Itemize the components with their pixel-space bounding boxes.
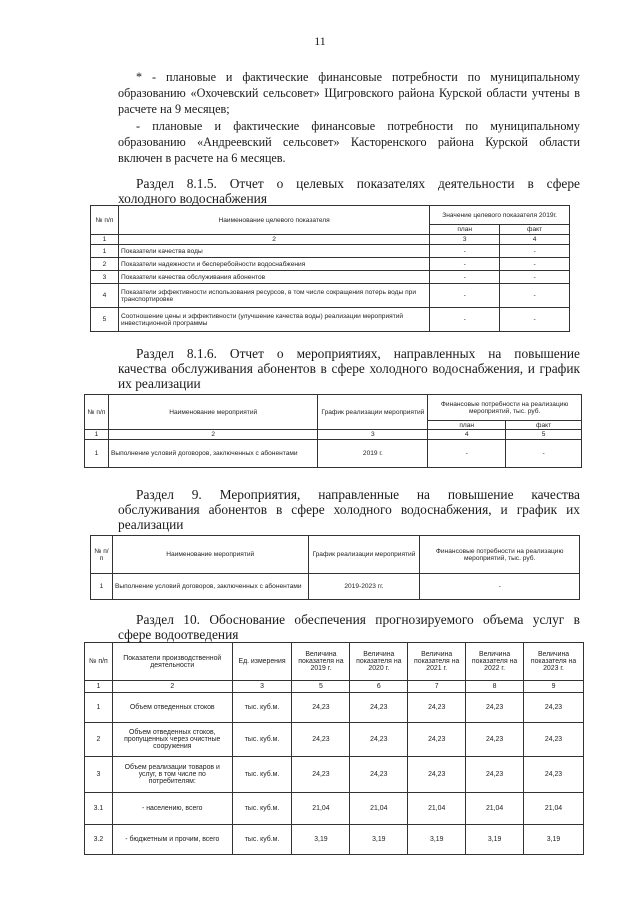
indicator-name: Объем отведенных стоков, пропущенных через очистные сооружения [112,723,232,757]
service-measures-report-table [84,394,582,468]
col-indicator-name-header: Наименование целевого показателя [118,206,429,235]
col-unit-header: Ед. измерения [232,643,292,681]
plan-value: - [428,440,506,468]
heading-line: Раздел 8.1.6. Отчет о мероприятиях, направленных на повышение [136,346,580,361]
index-cell: 8 [466,681,524,693]
row-number: 3.1 [85,793,113,825]
plan-value: - [430,245,500,258]
col-fact-header: факт [506,421,582,430]
indicator-name: Показатели качества воды [118,245,429,258]
heading-line: качества обслуживания абонентов в сфере холодного водоснабжения, и график [118,361,580,376]
target-indicators-table [90,205,570,332]
indicator-name: Объем реализации товаров и услуг, в том числе по потребителям: [112,757,232,793]
row-number: 3.2 [85,825,113,855]
note-2-line-3: включен в расчете на 6 месяцев. [118,151,286,165]
heading-line: Раздел 10. Обоснование обеспечения прогнозируемого объема услуг в [136,612,580,627]
value-2020: 24,23 [350,693,408,723]
indicator-name: Объем отведенных стоков [112,693,232,723]
heading-line: сфере водоотведения [118,627,239,642]
value-2021: 24,23 [408,723,466,757]
col-number-header: № п/п [91,206,119,235]
note-1-line-1: * - плановые и фактические финансовые потребности по муниципальному [136,70,580,84]
table-row [85,693,584,723]
index-cell: 9 [524,681,584,693]
measure-name: Выполнение условий договоров, заключенных с абонентами [112,574,308,600]
heading-line: холодного водоснабжения [118,191,267,206]
table-row [91,284,570,308]
note-2-line-1: - плановые и фактические финансовые потребности по муниципальному [136,119,580,133]
index-cell: 1 [85,681,113,693]
col-2023-header: Величина показателя на 2023 г. [524,643,584,681]
col-finance-header: Финансовые потребности на реализацию мероприятий, тыс. руб. [428,395,582,421]
value-2022: 24,23 [466,757,524,793]
table-row [85,793,584,825]
note-1-line-2: образованию «Охочевский сельсовет» Щигровского района Курской области учтены в [118,86,580,100]
section-8-1-6-heading [118,346,580,391]
value-2019: 24,23 [292,757,350,793]
row-number: 2 [85,723,113,757]
plan-value: - [430,271,500,284]
indicator-name: - бюджетным и прочим, всего [112,825,232,855]
index-cell: 5 [292,681,350,693]
value-2019: 21,04 [292,793,350,825]
value-2023: 24,23 [524,723,584,757]
value-2021: 24,23 [408,757,466,793]
unit-value: тыс. куб.м. [232,793,292,825]
col-measure-name-header: Наименование мероприятий [108,395,318,430]
note-paragraph-2 [118,118,580,166]
index-cell: 4 [500,235,570,245]
indicator-name: Показатели эффективности использования ресурсов, в том числе сокращения потерь воды при транспортировке [118,284,429,308]
index-cell: 3 [318,430,428,440]
table-row [91,245,570,258]
schedule-value: 2019 г. [318,440,428,468]
col-2021-header: Величина показателя на 2021 г. [408,643,466,681]
fact-value: - [500,284,570,308]
index-cell: 1 [85,430,109,440]
section-9-heading [118,487,580,532]
index-cell: 3 [232,681,292,693]
col-number-header: № п/п [85,643,113,681]
finance-value: - [420,574,580,600]
index-cell: 2 [112,681,232,693]
row-number: 3 [91,271,119,284]
col-number-header: № п/п [91,536,113,574]
section-10-heading [118,612,580,642]
page-number: 11 [314,34,326,48]
col-indicator-header: Показатели производственной деятельности [112,643,232,681]
col-2020-header: Величина показателя на 2020 г. [350,643,408,681]
col-plan-header: план [430,225,500,235]
index-cell: 7 [408,681,466,693]
indicator-name: Соотношение цены и эффективности (улучшение качества воды) реализации мероприятий инвестиционной программы [118,308,429,332]
row-number: 4 [91,284,119,308]
table-index-row [85,430,582,440]
fact-value: - [500,245,570,258]
table-row [91,258,570,271]
row-number: 1 [91,245,119,258]
value-2022: 24,23 [466,723,524,757]
row-number: 1 [85,693,113,723]
table-index-row [91,235,570,245]
unit-value: тыс. куб.м. [232,693,292,723]
col-number-header: № п/п [85,395,109,430]
value-2020: 24,23 [350,723,408,757]
row-number: 1 [91,574,113,600]
col-measure-name-header: Наименование мероприятий [112,536,308,574]
index-cell: 2 [108,430,318,440]
heading-line: Раздел 8.1.5. Отчет о целевых показателях деятельности в сфере [136,176,580,191]
value-2022: 3,19 [466,825,524,855]
table-row [85,757,584,793]
value-2020: 3,19 [350,825,408,855]
index-cell: 1 [91,235,119,245]
value-2023: 24,23 [524,693,584,723]
fact-value: - [500,258,570,271]
index-cell: 5 [506,430,582,440]
value-2023: 24,23 [524,757,584,793]
value-2020: 24,23 [350,757,408,793]
value-2021: 21,04 [408,793,466,825]
indicator-name: Показатели качества обслуживания абонентов [118,271,429,284]
row-number: 1 [85,440,109,468]
schedule-value: 2019-2023 гг. [308,574,420,600]
wastewater-forecast-table [84,642,584,855]
indicator-name: - населению, всего [112,793,232,825]
fact-value: - [500,271,570,284]
value-2023: 21,04 [524,793,584,825]
note-1-line-3: расчете на 9 месяцев; [118,102,230,116]
col-plan-header: план [428,421,506,430]
heading-line: их реализации [118,376,201,391]
heading-line: Раздел 9. Мероприятия, направленные на повышение качества [136,487,580,502]
col-schedule-header: График реализации мероприятий [308,536,420,574]
col-value-header: Значение целевого показателя 2019г. [430,206,570,225]
measure-name: Выполнение условий договоров, заключенных с абонентами [108,440,318,468]
value-2022: 24,23 [466,693,524,723]
table-row [85,440,582,468]
value-2019: 3,19 [292,825,350,855]
table-row [91,271,570,284]
value-2019: 24,23 [292,723,350,757]
value-2021: 24,23 [408,693,466,723]
row-number: 5 [91,308,119,332]
value-2022: 21,04 [466,793,524,825]
value-2019: 24,23 [292,693,350,723]
col-2022-header: Величина показателя на 2022 г. [466,643,524,681]
col-finance-header: Финансовые потребности на реализацию мероприятий, тыс. руб. [420,536,580,574]
table-row [91,574,580,600]
row-number: 3 [85,757,113,793]
plan-value: - [430,284,500,308]
table-index-row [85,681,584,693]
value-2020: 21,04 [350,793,408,825]
heading-line: реализации [118,517,184,532]
unit-value: тыс. куб.м. [232,723,292,757]
note-2-line-2: образованию «Андреевский сельсовет» Касторенского района Курской области [118,135,580,149]
plan-value: - [430,258,500,271]
section-8-1-5-heading [118,176,580,206]
table-row [85,723,584,757]
index-cell: 4 [428,430,506,440]
indicator-name: Показатели надежности и бесперебойности водоснабжения [118,258,429,271]
fact-value: - [506,440,582,468]
heading-line: обслуживания абонентов в сфере холодного водоснабжения, и график их [118,502,580,517]
service-measures-plan-table [90,535,580,600]
plan-value: - [430,308,500,332]
col-2019-header: Величина показателя на 2019 г. [292,643,350,681]
fact-value: - [500,308,570,332]
col-schedule-header: График реализации мероприятий [318,395,428,430]
unit-value: тыс. куб.м. [232,825,292,855]
table-row [85,825,584,855]
col-fact-header: факт [500,225,570,235]
index-cell: 2 [118,235,429,245]
value-2023: 3,19 [524,825,584,855]
unit-value: тыс. куб.м. [232,757,292,793]
table-row [91,308,570,332]
row-number: 2 [91,258,119,271]
index-cell: 3 [430,235,500,245]
note-paragraph-1 [118,69,580,117]
index-cell: 6 [350,681,408,693]
value-2021: 3,19 [408,825,466,855]
